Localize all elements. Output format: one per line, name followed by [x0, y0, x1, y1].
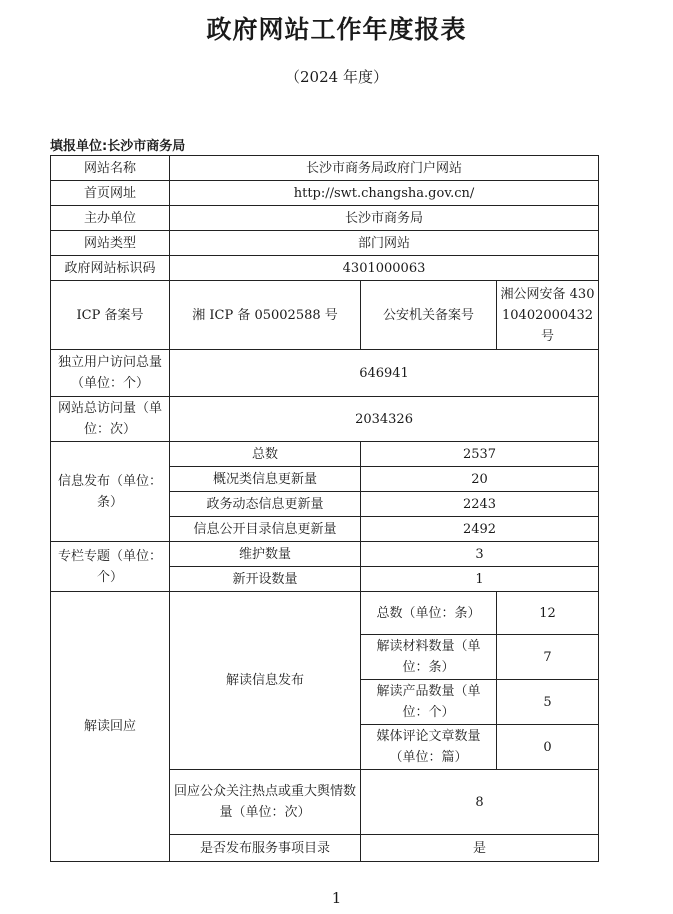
row-label: 信息发布（单位：条）	[51, 442, 170, 542]
sub-label: 总数	[170, 442, 361, 467]
sub-label: 回应公众关注热点或重大舆情数量（单位：次）	[170, 770, 361, 835]
report-table	[50, 155, 599, 862]
sub-label: 信息公开目录信息更新量	[170, 517, 361, 542]
police-value: 湘公网安备 43010402000432 号	[497, 281, 599, 350]
table-row	[51, 281, 599, 350]
report-year: （2024 年度）	[285, 68, 388, 86]
table-row	[51, 156, 599, 181]
table-row	[51, 231, 599, 256]
total-visits-value: 2034326	[170, 397, 599, 442]
table-row	[51, 592, 599, 635]
homepage-url: http://swt.changsha.gov.cn/	[170, 181, 599, 206]
table-row	[51, 256, 599, 281]
row-label: 政府网站标识码	[51, 256, 170, 281]
sub-value: 2243	[361, 492, 599, 517]
site-name-value: 长沙市商务局政府门户网站	[170, 156, 599, 181]
table-row	[51, 350, 599, 397]
sub-value: 20	[361, 467, 599, 492]
sub-value: 2537	[361, 442, 599, 467]
sub-value: 7	[497, 635, 599, 680]
filler-unit: 填报单位:长沙市商务局	[50, 139, 186, 154]
report-title: 政府网站工作年度报表	[206, 15, 467, 44]
sub-value: 5	[497, 680, 599, 725]
site-type-value: 部门网站	[170, 231, 599, 256]
row-label: 解读回应	[51, 592, 170, 862]
sub-label: 是否发布服务事项目录	[170, 835, 361, 862]
sub-label: 解读材料数量（单位：条）	[361, 635, 497, 680]
sub-label: 媒体评论文章数量（单位：篇）	[361, 725, 497, 770]
row-label: ICP 备案号	[51, 281, 170, 350]
sub-label: 维护数量	[170, 542, 361, 567]
table-row	[51, 181, 599, 206]
sub-value: 8	[361, 770, 599, 835]
page-number: 1	[331, 889, 342, 907]
table-row	[51, 542, 599, 567]
sub-label: 解读产品数量（单位：个）	[361, 680, 497, 725]
sub-label: 解读信息发布	[170, 592, 361, 770]
sub-value: 是	[361, 835, 599, 862]
row-label: 网站总访问量（单位：次）	[51, 397, 170, 442]
unique-visitors-value: 646941	[170, 350, 599, 397]
row-label: 网站类型	[51, 231, 170, 256]
police-label: 公安机关备案号	[361, 281, 497, 350]
sponsor-value: 长沙市商务局	[170, 206, 599, 231]
sub-value: 0	[497, 725, 599, 770]
sub-label: 概况类信息更新量	[170, 467, 361, 492]
sub-label: 新开设数量	[170, 567, 361, 592]
row-label: 专栏专题（单位：个）	[51, 542, 170, 592]
table-row	[51, 397, 599, 442]
sub-label: 总数（单位：条）	[361, 592, 497, 635]
sub-value: 3	[361, 542, 599, 567]
row-label: 网站名称	[51, 156, 170, 181]
sub-value: 12	[497, 592, 599, 635]
table-row	[51, 442, 599, 467]
row-label: 独立用户访问总量（单位：个）	[51, 350, 170, 397]
row-label: 首页网址	[51, 181, 170, 206]
sub-value: 2492	[361, 517, 599, 542]
sub-value: 1	[361, 567, 599, 592]
site-id-value: 4301000063	[170, 256, 599, 281]
row-label: 主办单位	[51, 206, 170, 231]
table-row	[51, 206, 599, 231]
icp-value: 湘 ICP 备 05002588 号	[170, 281, 361, 350]
sub-label: 政务动态信息更新量	[170, 492, 361, 517]
